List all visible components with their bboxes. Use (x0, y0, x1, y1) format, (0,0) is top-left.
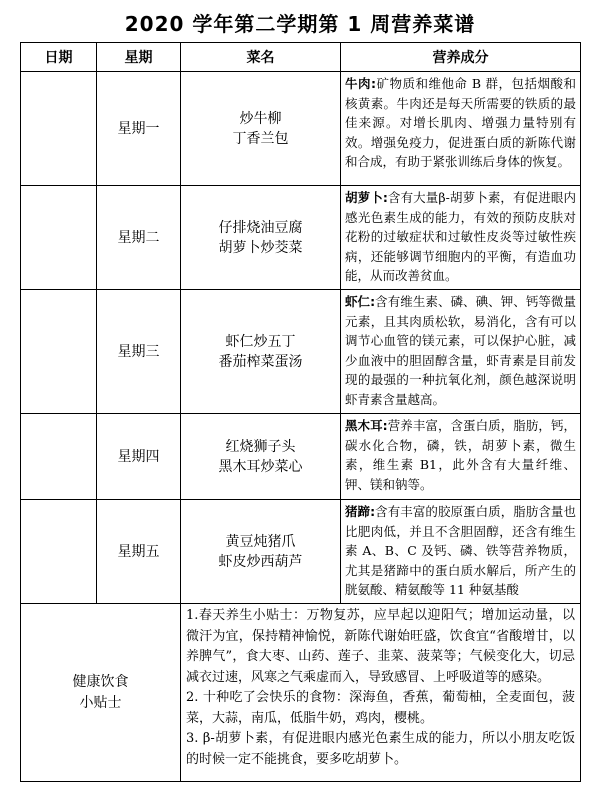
table-row (21, 72, 581, 186)
dish-name: 丁香兰包 (232, 130, 289, 147)
menu-table (20, 42, 581, 782)
dish-cell (181, 72, 341, 186)
dish-cell (181, 500, 341, 604)
header-nutrition: 营养成分 (341, 43, 581, 72)
table-row (21, 414, 581, 500)
page-title: 2020 学年第二学期第 1 周营养菜谱 (124, 12, 476, 36)
nutrition-cell (341, 72, 581, 186)
nutrition-text: 含有维生素、磷、碘、钾、钙等微量元素，且其肉质松软，易消化，含有可以调节心血管的镁元素，可以保护心脏，减少血液中的胆固醇含量，虾青素是目前发现的最强的一种抗氧化剂，颜色越深说明虾青素含量越高。 (345, 294, 576, 407)
date-cell (21, 290, 97, 414)
table-row (21, 186, 581, 290)
header-date: 日期 (21, 43, 97, 72)
ingredient-name: 虾仁: (345, 294, 376, 309)
tip-item: 3. β-胡萝卜素，有促进眼内感光色素生成的能力，所以小朋友吃饭的时候一定不能挑食，要多吃胡萝卜。 (186, 731, 575, 767)
header-week: 星期 (97, 43, 181, 72)
dish-name: 虾皮炒西葫芦 (218, 553, 303, 570)
nutrition-cell (341, 500, 581, 604)
header-row (21, 43, 581, 72)
dish-name: 虾仁炒五丁 (225, 333, 296, 350)
nutrition-text: 含有丰富的胶原蛋白质，脂肪含量也比肥肉低，并且不含胆固醇，还含有维生素 A、B、C 及钙、磷、铁等营养物质，尤其是猪蹄中的蛋白质水解后，所产生的胱氨酸、精氨酸等 11 种氨基酸 (345, 504, 576, 597)
tip-item: 1.春天养生小贴士：万物复苏，应早起以迎阳气；增加运动量，以微汗为宜，保持精神愉悦，新陈代谢始旺盛，饮食宜“省酸增甘，以养脾气”，食大枣、山药、莲子、韭菜、菠菜等；气候变化大，切忌减衣过速，风寒之气乘虚而入，导致感冒、上呼吸道等的感染。 (186, 608, 575, 685)
date-cell (21, 414, 97, 500)
nutrition-text: 矿物质和维他命 B 群，包括烟酸和核黄素。牛肉还是每天所需要的铁质的最佳来源。对增长肌肉、增强力量特别有效。增强免疫力，促进蛋白质的新陈代谢和合成，有助于紧张训练后身体的恢复。 (345, 76, 576, 169)
tips-label: 健康饮食 小贴士 (21, 604, 181, 782)
dish-cell (181, 290, 341, 414)
nutrition-text: 营养丰富，含蛋白质，脂肪，钙，碳水化合物，磷，铁，胡萝卜素，微生素，维生素 B1，此外含有大量纤维、钾、镁和钠等。 (345, 418, 576, 492)
week-cell: 星期四 (97, 414, 181, 500)
table-row (21, 290, 581, 414)
date-cell (21, 72, 97, 186)
dish-cell (181, 414, 341, 500)
dish-name: 胡萝卜炒茭菜 (218, 239, 303, 256)
dish-name: 炒牛柳 (239, 110, 282, 127)
ingredient-name: 胡萝卜: (345, 190, 388, 205)
ingredient-name: 黑木耳: (345, 418, 388, 433)
week-cell: 星期二 (97, 186, 181, 290)
nutrition-text: 含有大量β-胡萝卜素，有促进眼内感光色素生成的能力，有效的预防皮肤对花粉的过敏症状和过敏性皮炎等过敏性疾病，还能够调节细胞内的平衡，有造血功能，从而改善贫血。 (345, 190, 577, 283)
dish-cell (181, 186, 341, 290)
dish-name: 番茄榨菜蛋汤 (218, 353, 303, 370)
tip-item: 2. 十种吃了会快乐的食物：深海鱼，香蕉，葡萄柚，全麦面包，菠菜，大蒜，南瓜，低脂牛奶，鸡肉，樱桃。 (186, 690, 575, 726)
ingredient-name: 猪蹄: (345, 504, 376, 519)
date-cell (21, 500, 97, 604)
dish-name: 黑木耳炒菜心 (218, 458, 303, 475)
week-cell: 星期一 (97, 72, 181, 186)
date-cell (21, 186, 97, 290)
header-dish: 菜名 (181, 43, 341, 72)
nutrition-cell (341, 290, 581, 414)
dish-name: 仔排烧油豆腐 (218, 219, 303, 236)
ingredient-name: 牛肉: (345, 76, 376, 91)
nutrition-cell (341, 414, 581, 500)
dish-name: 黄豆炖猪爪 (225, 533, 296, 550)
week-cell: 星期五 (97, 500, 181, 604)
nutrition-cell (341, 186, 581, 290)
table-row (21, 500, 581, 604)
week-cell: 星期三 (97, 290, 181, 414)
tips-content (181, 604, 581, 782)
dish-name: 红烧狮子头 (225, 438, 296, 455)
tips-row (21, 604, 581, 782)
